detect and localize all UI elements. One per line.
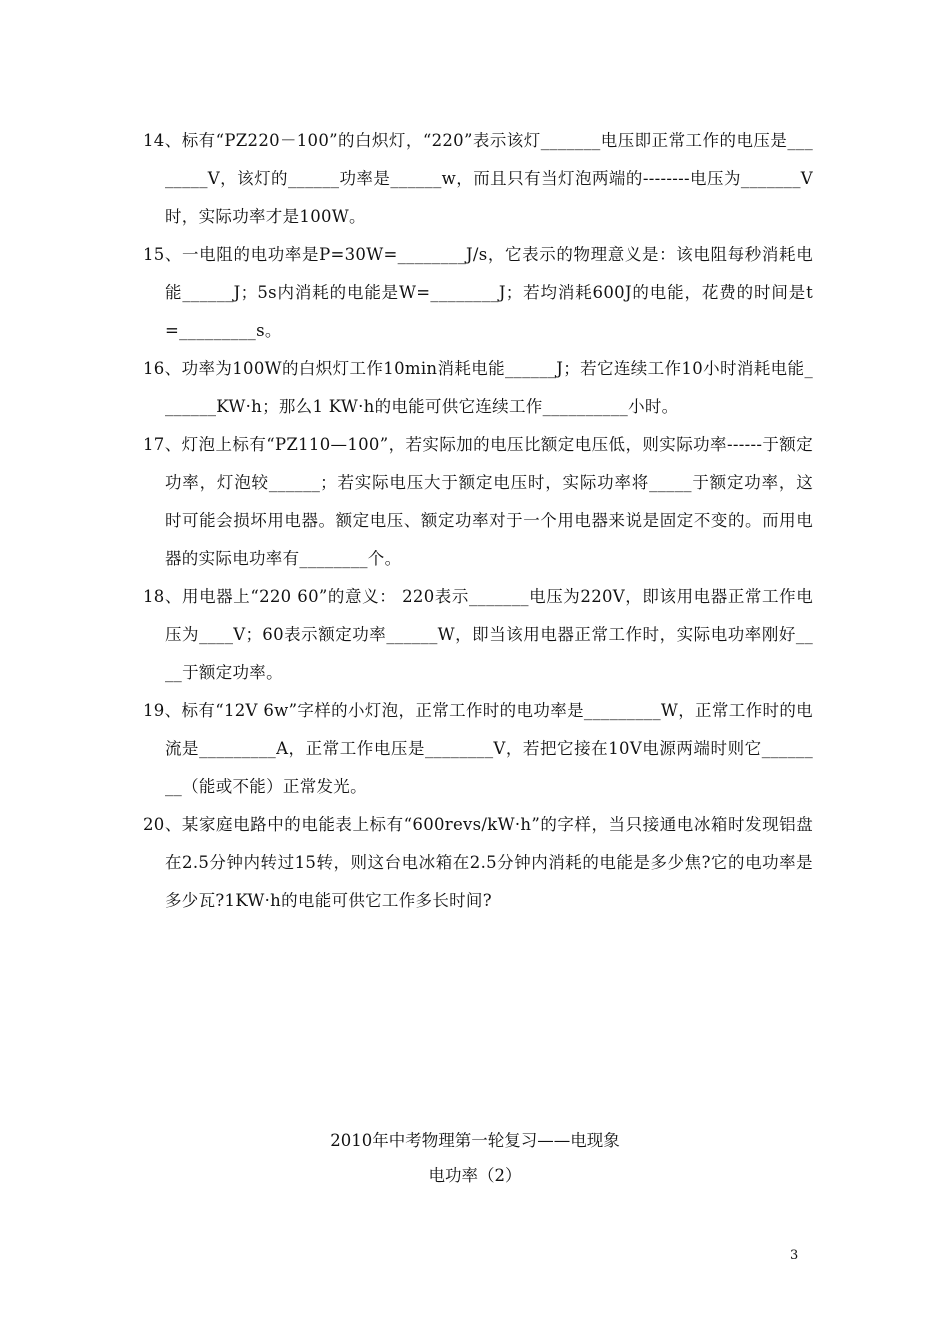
question-18: 18、用电器上“220 60”的意义： 220表示_______电压为220V，即该用电器正常工作电压为____V；60表示额定功率______W，即当该用电器正常工作时，实际电功率刚好____于额定功率。: [143, 587, 813, 682]
question-15: 15、一电阻的电功率是P=30W=________J/s，它表示的物理意义是：该电阻每秒消耗电能______J；5s内消耗的电能是W=________J；若均消耗600J的电能，花费的时间是t=_________s。: [143, 245, 813, 340]
question-17: 17、灯泡上标有“PZ110—100”，若实际加的电压比额定电压低，则实际功率------于额定功率，灯泡较______；若实际电压大于额定电压时，实际功率将_____于额定功率，这时可能会损坏用电器。额定电压、额定功率对于一个用电器来说是固定不变的。而用电器的实际电功率有________个。: [143, 435, 813, 568]
question-14: 14、标有“PZ220－100”的白炽灯，“220”表示该灯_______电压即正常工作的电压是________V，该灯的______功率是______w，而且只有当灯泡两端的--------电压为_______V时，实际功率才是100W。: [143, 131, 813, 226]
question-19: 19、标有“12V 6w”字样的小灯泡，正常工作时的电功率是_________W，正常工作时的电流是_________A，正常工作电压是________V，若把它接在10V电源两端时则它________（能或不能）正常发光。: [143, 701, 813, 796]
question-16: 16、功率为100W的白炽灯工作10min消耗电能______J；若它连续工作10小时消耗电能_______KW·h；那么1 KW·h的电能可供它连续工作__________小时。: [143, 359, 813, 416]
section-subtitle: 电功率（2）: [428, 1166, 522, 1185]
section-title: 2010年中考物理第一轮复习——电现象: [330, 1131, 620, 1150]
page-number: 3: [790, 1248, 799, 1263]
question-list: [143, 122, 813, 920]
question-20: 20、某家庭电路中的电能表上标有“600revs/kW·h”的字样，当只接通电冰箱时发现铝盘在2.5分钟内转过15转，则这台电冰箱在2.5分钟内消耗的电能是多少焦?它的电功率是多少瓦?1KW·h的电能可供它工作多长时间?: [143, 815, 813, 910]
